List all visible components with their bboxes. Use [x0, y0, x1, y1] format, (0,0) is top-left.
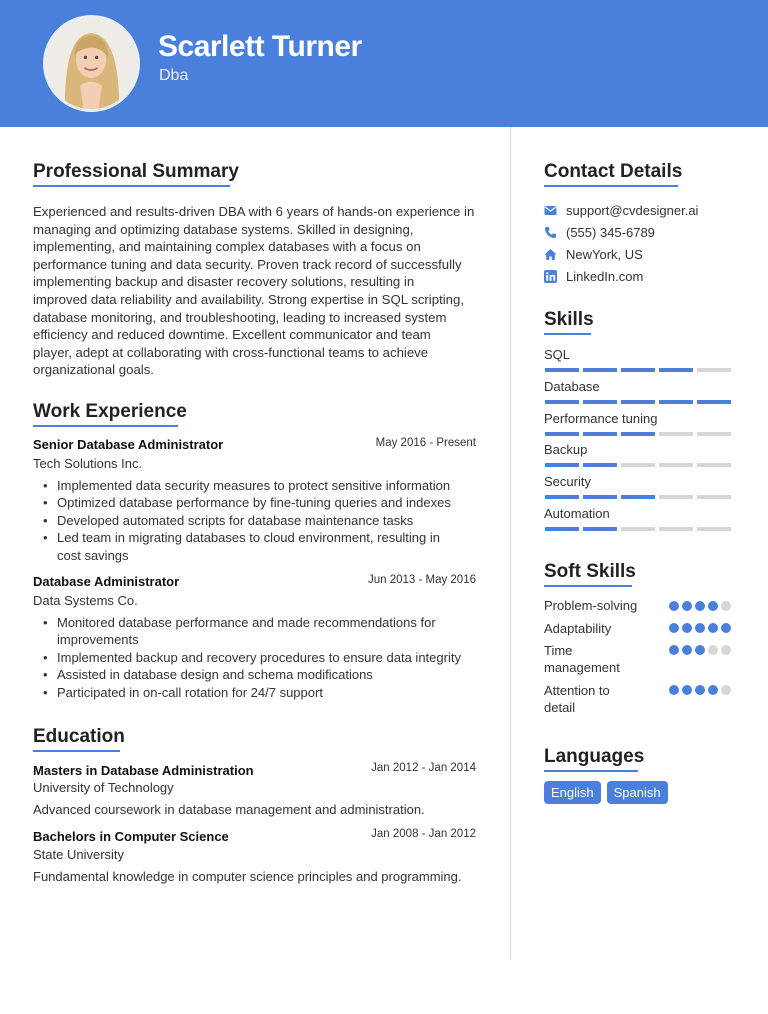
skill-label: Backup	[544, 442, 588, 457]
list-item: • Optimized database performance by fine-tuning queries and indexes	[33, 494, 478, 511]
summary-line: managing and optimizing database systems. Skilled in designing,	[33, 221, 414, 237]
contact-linkedin-text: LinkedIn.com	[566, 268, 644, 284]
skill-bar-segment	[621, 495, 655, 499]
skill-label: Automation	[544, 506, 610, 521]
summary-line: efficiency and reduced downtime. Excellent communicator and team	[33, 327, 431, 343]
rating-dot	[708, 645, 718, 655]
skill-bar-segment	[659, 432, 693, 436]
skill-label: Performance tuning	[544, 411, 658, 426]
degree-title: Masters in Database Administration	[33, 763, 254, 778]
contact-email-text: support@cvdesigner.ai	[566, 202, 699, 218]
skill-level-bar	[545, 495, 731, 499]
skill-bar-segment	[697, 432, 731, 436]
skill-bar-segment	[697, 368, 731, 372]
soft-skill-rating	[669, 685, 731, 695]
summary-line: performance tuning and data security. Proven track record of successfully	[33, 256, 462, 272]
section-title-soft-skills: Soft Skills	[544, 561, 636, 582]
candidate-role: Dba	[159, 67, 189, 84]
summary-line: player, adept at collaborating with cross-functional teams to achieve	[33, 344, 429, 360]
degree-date: Jan 2012 - Jan 2014	[371, 762, 476, 774]
home-icon	[544, 248, 557, 261]
soft-skill-label: Attention to detail	[544, 683, 610, 715]
job-title: Senior Database Administrator	[33, 437, 224, 452]
language-tag: Spanish	[607, 781, 668, 804]
section-title-contact: Contact Details	[544, 161, 683, 182]
school-name: University of Technology	[33, 780, 174, 795]
list-item: • Participated in on-call rotation for 24/7 support	[33, 684, 478, 701]
rating-dot	[695, 645, 705, 655]
skill-bar-segment	[583, 368, 617, 372]
skill-bar-segment	[545, 368, 579, 372]
rating-dot	[721, 685, 731, 695]
envelope-icon	[544, 204, 557, 217]
section-underline	[544, 333, 591, 335]
rating-dot	[695, 685, 705, 695]
contact-linkedin[interactable]	[544, 267, 643, 285]
skill-level-bar	[545, 527, 731, 531]
column-divider	[510, 127, 511, 960]
skill-bar-segment	[583, 495, 617, 499]
list-item: • Monitored database performance and made recommendations for improvements	[33, 614, 478, 649]
rating-dot	[669, 601, 679, 611]
contact-phone-text: (555) 345-6789	[566, 224, 655, 240]
skill-bar-segment	[583, 432, 617, 436]
list-item: • Implemented backup and recovery procedures to ensure data integrity	[33, 649, 478, 666]
list-item: • Assisted in database design and schema modifications	[33, 666, 478, 683]
job-bullets	[33, 614, 478, 701]
skill-bar-segment	[659, 463, 693, 467]
job-date: May 2016 - Present	[375, 437, 476, 449]
rating-dot	[721, 601, 731, 611]
linkedin-icon	[544, 270, 557, 283]
job-date: Jun 2013 - May 2016	[367, 574, 476, 586]
job-company: Tech Solutions Inc.	[33, 456, 143, 471]
phone-icon	[544, 226, 557, 239]
skill-bar-segment	[545, 432, 579, 436]
rating-dot	[721, 645, 731, 655]
job-bullets	[33, 477, 478, 564]
degree-description: Advanced coursework in database management and administration.	[33, 802, 425, 817]
section-title-languages: Languages	[544, 746, 645, 767]
list-item: • Led team in migrating databases to cloud environment, resulting in cost savings	[33, 529, 478, 564]
summary-line: database monitoring, and troubleshooting, leading to increased system	[33, 309, 447, 325]
section-title-skills: Skills	[544, 309, 594, 330]
summary-line: Experienced and results-driven DBA with 6 years of hands-on experience in	[33, 204, 475, 219]
skill-bar-segment	[697, 527, 731, 531]
rating-dot	[682, 601, 692, 611]
skill-level-bar	[545, 400, 731, 404]
rating-dot	[682, 623, 692, 633]
skill-label: Security	[544, 474, 591, 489]
soft-skill-rating	[669, 623, 731, 633]
soft-skill-label: Time management	[544, 643, 620, 675]
rating-dot	[695, 623, 705, 633]
header-banner	[0, 0, 768, 127]
language-tag: English	[544, 781, 601, 804]
rating-dot	[708, 685, 718, 695]
skill-level-bar	[545, 463, 731, 467]
skill-bar-segment	[621, 527, 655, 531]
rating-dot	[669, 645, 679, 655]
candidate-name: Scarlett Turner	[158, 30, 362, 63]
skill-bar-segment	[545, 463, 579, 467]
section-underline	[544, 770, 638, 772]
school-name: State University	[33, 847, 125, 862]
skill-bar-segment	[659, 400, 693, 404]
summary-text	[33, 203, 478, 379]
degree-date: Jan 2008 - Jan 2012	[371, 828, 476, 840]
skill-bar-segment	[621, 400, 655, 404]
soft-skill-rating	[669, 601, 731, 611]
section-underline	[33, 185, 230, 187]
skill-bar-segment	[659, 368, 693, 372]
summary-line: organizational goals.	[33, 362, 154, 378]
rating-dot	[669, 685, 679, 695]
skill-bar-segment	[583, 527, 617, 531]
job-title: Database Administrator	[33, 574, 180, 589]
skill-bar-segment	[659, 495, 693, 499]
rating-dot	[669, 623, 679, 633]
section-underline	[33, 425, 178, 427]
rating-dot	[708, 601, 718, 611]
soft-skill-rating	[669, 645, 731, 655]
skill-bar-segment	[545, 527, 579, 531]
skill-level-bar	[545, 368, 731, 372]
avatar	[43, 15, 140, 112]
rating-dot	[682, 645, 692, 655]
section-title-education: Education	[33, 726, 125, 747]
job-company: Data Systems Co.	[33, 593, 138, 608]
rating-dot	[682, 685, 692, 695]
rating-dot	[721, 623, 731, 633]
degree-description: Fundamental knowledge in computer science principles and programming.	[33, 869, 462, 884]
skill-label: SQL	[544, 347, 571, 362]
skill-bar-segment	[545, 400, 579, 404]
skill-bar-segment	[697, 463, 731, 467]
skill-bar-segment	[583, 463, 617, 467]
skill-bar-segment	[697, 495, 731, 499]
section-underline	[544, 185, 678, 187]
contact-email[interactable]	[544, 201, 698, 219]
summary-line: implementing, and maintaining complex databases with a focus on	[33, 239, 421, 255]
language-tags	[544, 781, 668, 804]
list-item: • Implemented data security measures to protect sensitive information	[33, 477, 478, 494]
section-underline	[544, 585, 632, 587]
rating-dot	[708, 623, 718, 633]
skill-bar-segment	[545, 495, 579, 499]
skill-bar-segment	[621, 432, 655, 436]
skill-bar-segment	[697, 400, 731, 404]
contact-location-text: NewYork, US	[566, 246, 643, 262]
list-item: • Developed automated scripts for database maintenance tasks	[33, 512, 478, 529]
skill-level-bar	[545, 432, 731, 436]
rating-dot	[695, 601, 705, 611]
skill-bar-segment	[621, 463, 655, 467]
section-title-experience: Work Experience	[33, 401, 187, 422]
contact-location	[544, 245, 643, 263]
contact-phone[interactable]	[544, 223, 655, 241]
skill-label: Database	[544, 379, 600, 394]
soft-skill-label: Adaptability	[544, 621, 612, 636]
soft-skill-label: Problem-solving	[544, 598, 638, 613]
skill-bar-segment	[659, 527, 693, 531]
summary-line: improved data reliability and availability. Strong expertise in SQL scripting,	[33, 291, 465, 307]
section-title-summary: Professional Summary	[33, 161, 239, 182]
degree-title: Bachelors in Computer Science	[33, 829, 229, 844]
section-underline	[33, 750, 120, 752]
skill-bar-segment	[621, 368, 655, 372]
profile-photo	[46, 18, 137, 109]
summary-line: implementing backup and disaster recovery solutions, resulting in	[33, 274, 415, 290]
skill-bar-segment	[583, 400, 617, 404]
